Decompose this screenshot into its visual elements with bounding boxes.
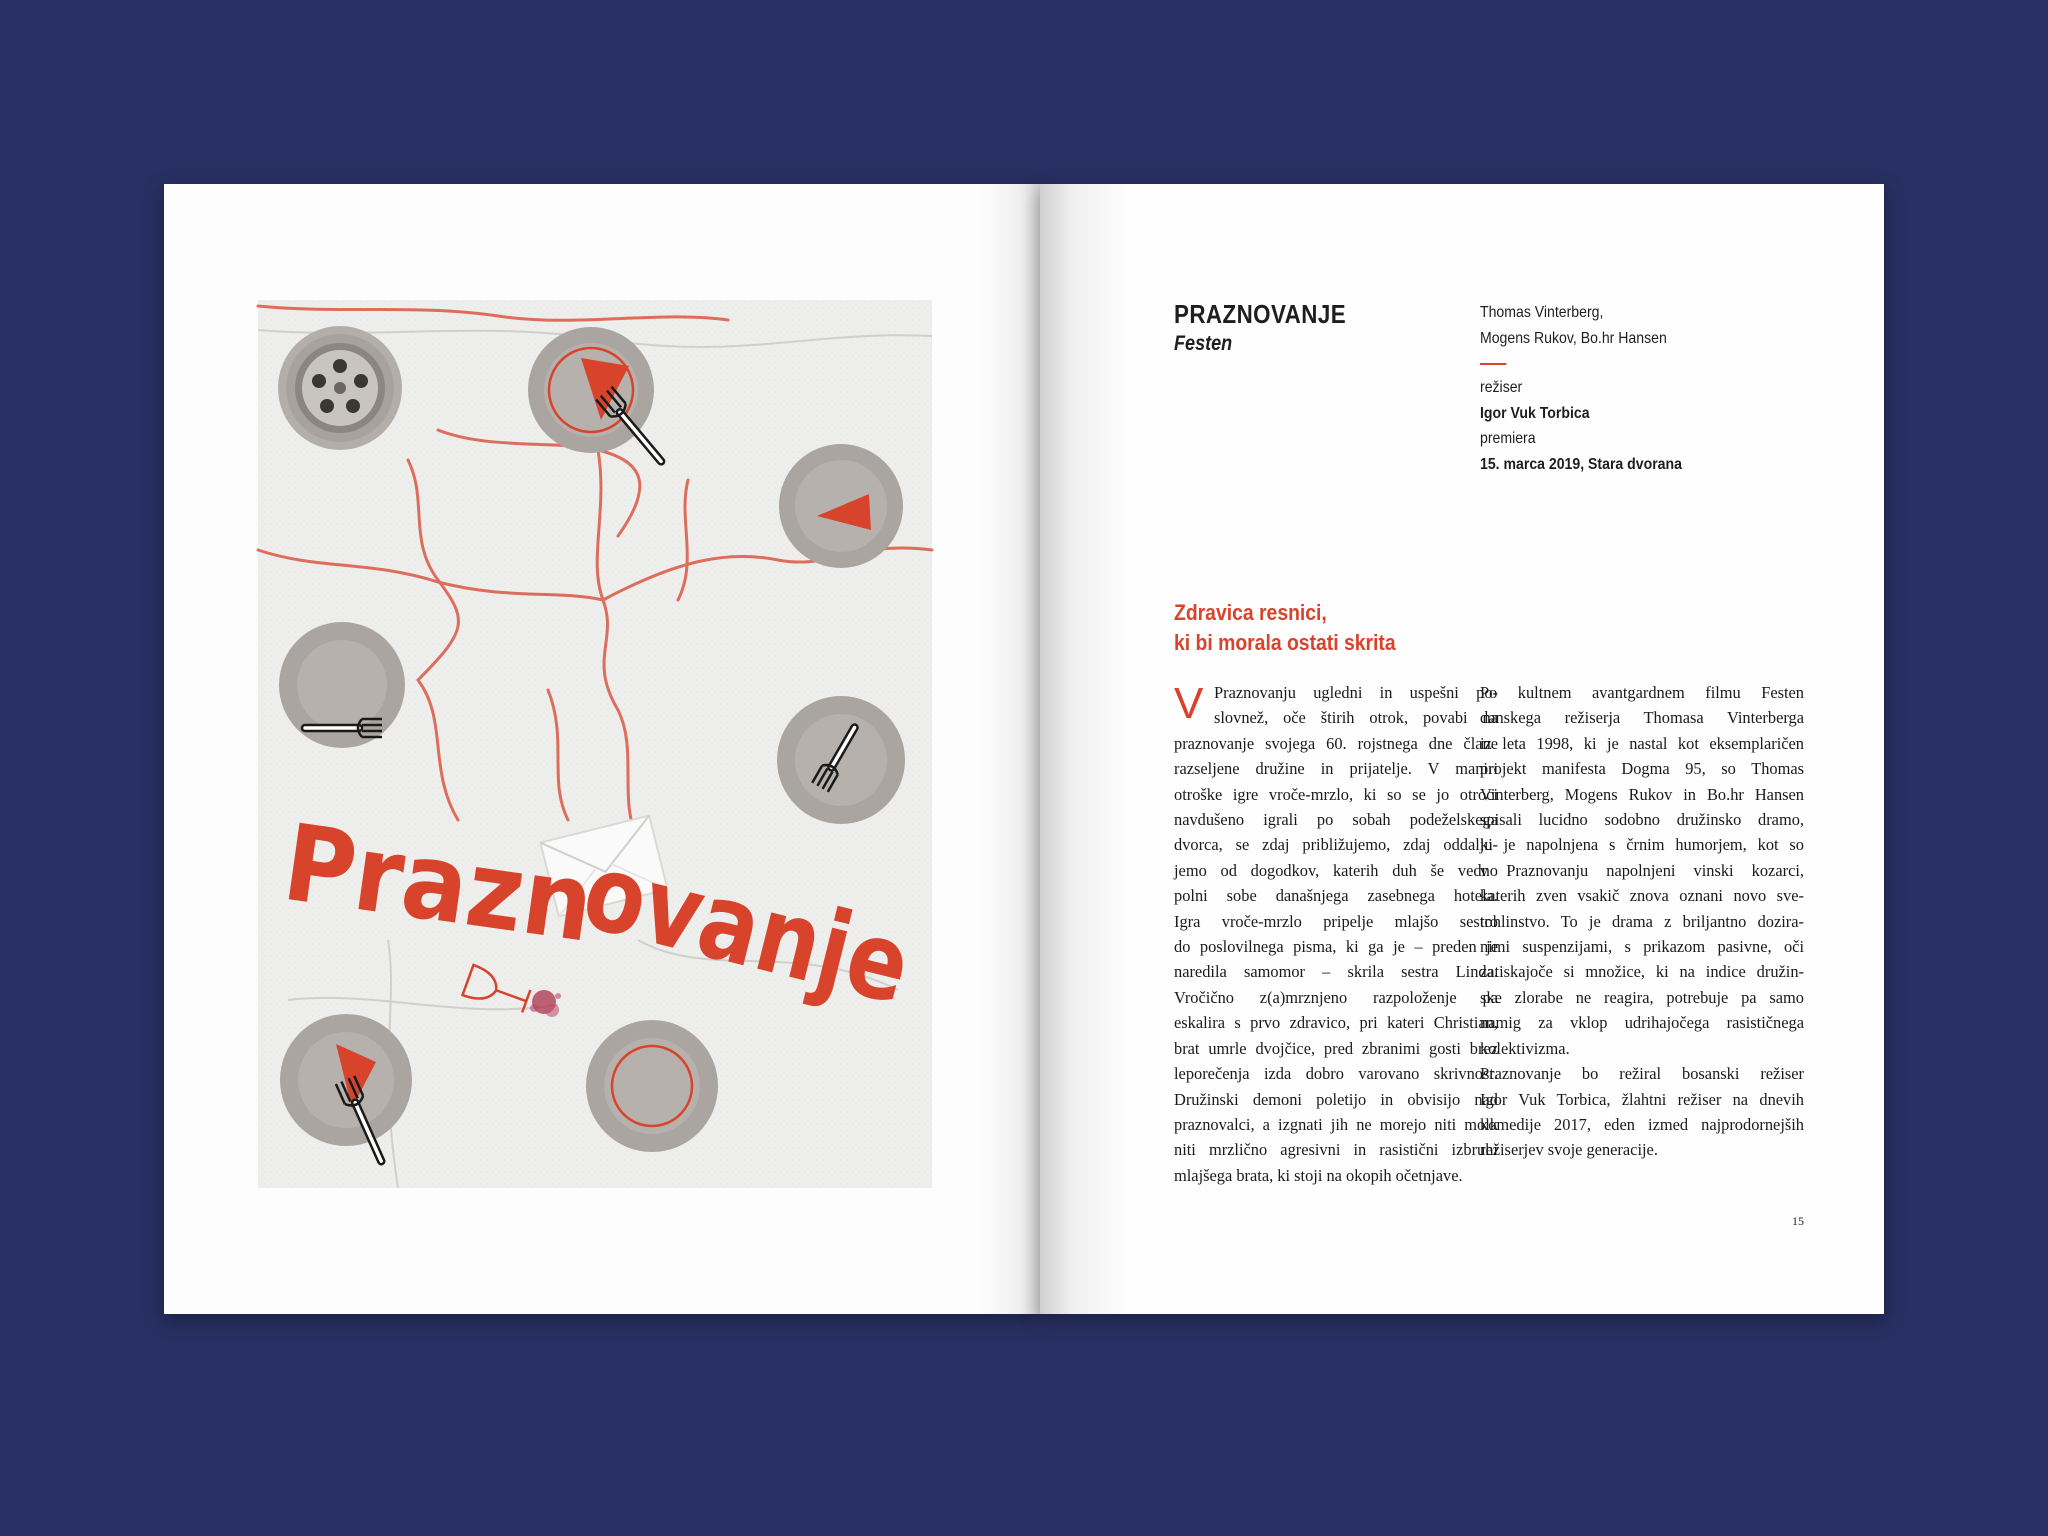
authors-line: Mogens Rukov, Bo.hr Hansen <box>1480 329 1667 347</box>
text-line: Po kultnem avantgardnem filmu Festen <box>1480 683 1804 702</box>
headline-line: ki bi morala ostati skrita <box>1174 630 1396 655</box>
poster-illustration <box>258 300 988 1188</box>
text-line: slovnež, oče štirih otrok, povabi na <box>1214 708 1498 728</box>
text-line: v Praznovanju napolnjeni vinski kozarci, <box>1480 860 1804 880</box>
title-block <box>1174 298 1374 358</box>
text-line: zatiskajoče si množice, ki na indice družin- <box>1480 962 1804 982</box>
gutter-shadow <box>980 184 1040 1314</box>
text-line: ki je napolnjena s črnim humorjem, kot so <box>1480 835 1804 855</box>
column-body <box>1480 680 1804 1163</box>
headline-line: Zdravica resnici, <box>1174 600 1327 625</box>
text-line: Igra vroče-mrzlo pripelje mlajšo sestro <box>1174 911 1498 931</box>
text-line: Praznovanje bo režiral bosanski režiser <box>1480 1064 1804 1084</box>
text-column-1 <box>1174 680 1498 1188</box>
right-page <box>1040 184 1884 1314</box>
text-line: iz leta 1998, ki je nastal kot eksemplaričen <box>1480 733 1804 753</box>
plate-icon <box>779 444 903 568</box>
text-line: Igor Vuk Torbica, žlahtni režiser na dnevih <box>1480 1089 1804 1109</box>
drop-cap: V <box>1174 679 1204 728</box>
text-line: praznovalci, a izgnati jih ne morejo niti molk <box>1174 1114 1498 1134</box>
text-line: Praznovanju ugledni in uspešni po- <box>1214 683 1498 702</box>
text-line: do poslovilnega pisma, ki ga je – preden je <box>1174 937 1498 957</box>
svg-text:Prazn: Prazn <box>276 800 629 970</box>
director-label: režiser <box>1480 379 1523 396</box>
text-line: praznovanje svojega 60. rojstnega dne člane <box>1174 733 1498 753</box>
svg-text:ovanje: ovanje <box>571 828 988 1045</box>
text-line: kolektivizma. <box>1480 1038 1570 1058</box>
text-line: projekt manifesta Dogma 95, so Thomas <box>1480 759 1804 779</box>
text-line: Vinterberg, Mogens Rukov in Bo.hr Hansen <box>1480 784 1804 804</box>
text-line: danskega režiserja Thomasa Vinterberga <box>1480 708 1804 728</box>
booklet-spread <box>164 184 1884 1314</box>
text-line: leporečenja izda dobro varovano skrivnost. <box>1174 1064 1498 1084</box>
sink-drain-icon <box>278 326 402 450</box>
plate-icon <box>777 696 905 824</box>
text-line: komedije 2017, eden izmed najprodornejših <box>1480 1114 1804 1134</box>
text-line: brat umrle dvojčice, pred zbranimi gosti brez <box>1174 1038 1498 1058</box>
text-line: ske zlorabe ne reagira, potrebuje pa samo <box>1480 987 1804 1007</box>
text-line: razseljene družine in prijatelje. V maniri <box>1174 759 1498 779</box>
text-line: eskalira s prvo zdravico, pri kateri Christian, <box>1174 1013 1498 1033</box>
credits <box>1480 300 1682 477</box>
play-title: PRAZNOVANJE <box>1174 299 1347 329</box>
plate-icon <box>586 1020 718 1152</box>
page-number: 15 <box>1792 1214 1804 1228</box>
text-column-2 <box>1480 680 1804 1163</box>
text-line: tohlinstvo. To je drama z briljantno dozira- <box>1480 911 1804 931</box>
text-line: Družinski demoni poletijo in obvisijo nad <box>1174 1089 1498 1109</box>
text-line: polni sobe današnjega zasebnega hotela. <box>1174 886 1498 906</box>
text-line: jemo od dogodkov, katerih duh še vedno <box>1174 860 1498 880</box>
text-line: niti mrzlično agresivni in rasistični izbruhi <box>1174 1140 1498 1160</box>
text-line: namig za vklop udrihajočega rasističnega <box>1480 1013 1804 1033</box>
plate-icon <box>280 1014 412 1146</box>
text-line: Vročično z(a)mrznjeno razpoloženje pa <box>1174 987 1498 1007</box>
text-line: mlajšega brata, ki stoji na okopih očetnjave. <box>1174 1165 1463 1185</box>
text-line: režiserjev svoje generacije. <box>1480 1140 1658 1160</box>
text-line: naredila samomor – skrila sestra Linda. <box>1174 962 1498 982</box>
column-body <box>1174 680 1498 1188</box>
article-headline <box>1174 598 1396 658</box>
left-page <box>164 184 1040 1314</box>
director-name: Igor Vuk Torbica <box>1480 404 1590 422</box>
text-line: dvorca, se zdaj približujemo, zdaj oddalju- <box>1174 835 1498 855</box>
accent-dash <box>1480 363 1506 365</box>
text-line: navdušeno igrali po sobah podeželskega <box>1174 810 1498 830</box>
authors-line: Thomas Vinterberg, <box>1480 304 1604 321</box>
text-line: otroške igre vroče-mrzlo, ki so se jo otroci <box>1174 784 1498 804</box>
text-line: nimi suspenzijami, s prikazom pasivne, oči <box>1480 937 1804 957</box>
text-line: spisali lucidno sodobno družinsko dramo, <box>1480 810 1804 830</box>
poster-artwork <box>258 300 988 1188</box>
gutter-shadow <box>1040 184 1130 1314</box>
premiere-value: 15. marca 2019, Stara dvorana <box>1480 455 1682 473</box>
premiere-label: premiera <box>1480 430 1536 447</box>
text-line: katerih zven vsakič znova oznani novo sve- <box>1480 886 1804 906</box>
play-original-title: Festen <box>1174 332 1233 355</box>
